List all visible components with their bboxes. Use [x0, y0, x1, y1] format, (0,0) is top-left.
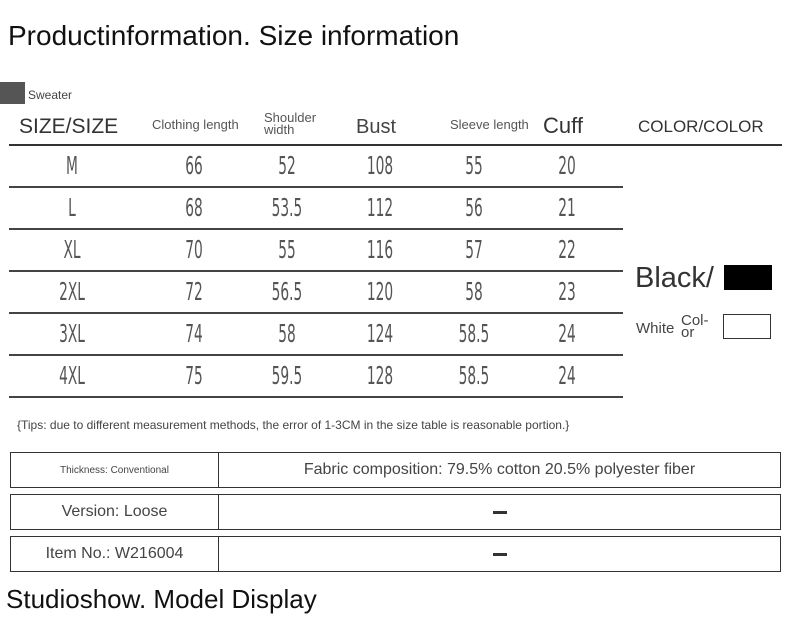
dash-icon	[493, 553, 507, 556]
shoulder-cell: 56.5	[271, 277, 303, 306]
column-header-size: SIZE/SIZE	[19, 115, 119, 138]
cuff-cell: 21	[558, 193, 576, 222]
info-fabric-composition: Fabric composition: 79.5% cotton 20.5% polyester fiber	[303, 461, 696, 478]
table-row	[9, 188, 623, 230]
clothing-length-cell: 75	[185, 361, 203, 390]
table-row	[9, 272, 623, 314]
size-cell: 3XL	[59, 319, 85, 348]
size-cell: 2XL	[59, 277, 85, 306]
size-tips-note: {Tips: due to different measurement methods, the error of 1-3CM in the size table is reasonable portion.}	[17, 418, 570, 432]
bust-cell: 120	[366, 277, 394, 306]
color-sub-line2: or	[681, 324, 695, 341]
dash-icon	[493, 511, 507, 514]
clothing-length-cell: 74	[185, 319, 203, 348]
sleeve-cell: 57	[465, 235, 483, 264]
sleeve-cell: 55	[465, 151, 483, 180]
info-row-thickness	[10, 452, 781, 488]
column-header-clothing-length: Clothing length	[152, 117, 239, 132]
color-black-swatch	[724, 265, 772, 290]
sleeve-cell: 56	[465, 193, 483, 222]
shoulder-cell: 55	[278, 235, 296, 264]
bust-cell: 128	[366, 361, 394, 390]
cuff-cell: 24	[558, 319, 576, 348]
info-version-label: Version: Loose	[11, 495, 219, 529]
color-black-label: Black/	[635, 262, 714, 294]
cuff-cell: 24	[558, 361, 576, 390]
info-item-no-value	[219, 537, 780, 571]
category-label: Sweater	[28, 88, 73, 102]
category-swatch	[0, 82, 25, 104]
column-header-color: COLOR/COLOR	[638, 117, 764, 136]
sleeve-cell: 58.5	[458, 319, 490, 348]
color-white-label: White	[636, 320, 675, 337]
size-cell: L	[68, 193, 76, 222]
shoulder-cell: 58	[278, 319, 296, 348]
clothing-length-cell: 66	[185, 151, 203, 180]
cuff-cell: 23	[558, 277, 576, 306]
info-row-item-no	[10, 536, 781, 572]
size-table	[9, 146, 623, 398]
color-white-swatch	[723, 314, 771, 339]
shoulder-cell: 52	[278, 151, 296, 180]
bust-cell: 116	[366, 235, 394, 264]
column-header-shoulder-line1: Shoulder	[264, 110, 317, 125]
column-header-shoulder-line2: width	[264, 122, 295, 137]
table-row	[9, 230, 623, 272]
clothing-length-cell: 72	[185, 277, 203, 306]
color-white-sublabel	[681, 312, 715, 341]
bust-cell: 124	[366, 319, 394, 348]
column-header-sleeve-length: Sleeve length	[450, 117, 529, 132]
cuff-cell: 22	[558, 235, 576, 264]
size-cell: M	[66, 151, 78, 180]
table-row	[9, 314, 623, 356]
table-row	[9, 356, 623, 398]
info-thickness-label: Thickness: Conventional	[11, 453, 219, 487]
clothing-length-cell: 70	[185, 235, 203, 264]
page-title: Productinformation. Size information	[8, 20, 460, 51]
shoulder-cell: 59.5	[271, 361, 303, 390]
size-cell: XL	[63, 235, 81, 264]
info-item-no-label: Item No.: W216004	[11, 537, 219, 571]
column-header-bust: Bust	[356, 116, 397, 138]
cuff-cell: 20	[558, 151, 576, 180]
bust-cell: 112	[366, 193, 394, 222]
info-row-version	[10, 494, 781, 530]
info-version-value	[219, 495, 780, 529]
size-cell: 4XL	[59, 361, 85, 390]
color-sub-line1: Col-	[681, 312, 709, 329]
clothing-length-cell: 68	[185, 193, 203, 222]
column-header-cuff: Cuff	[543, 113, 583, 138]
table-row	[9, 146, 623, 188]
bust-cell: 108	[366, 151, 394, 180]
column-header-shoulder-width	[264, 112, 316, 136]
shoulder-cell: 53.5	[271, 193, 303, 222]
sleeve-cell: 58	[465, 277, 483, 306]
section-title-model-display: Studioshow. Model Display	[6, 584, 317, 614]
sleeve-cell: 58.5	[458, 361, 490, 390]
